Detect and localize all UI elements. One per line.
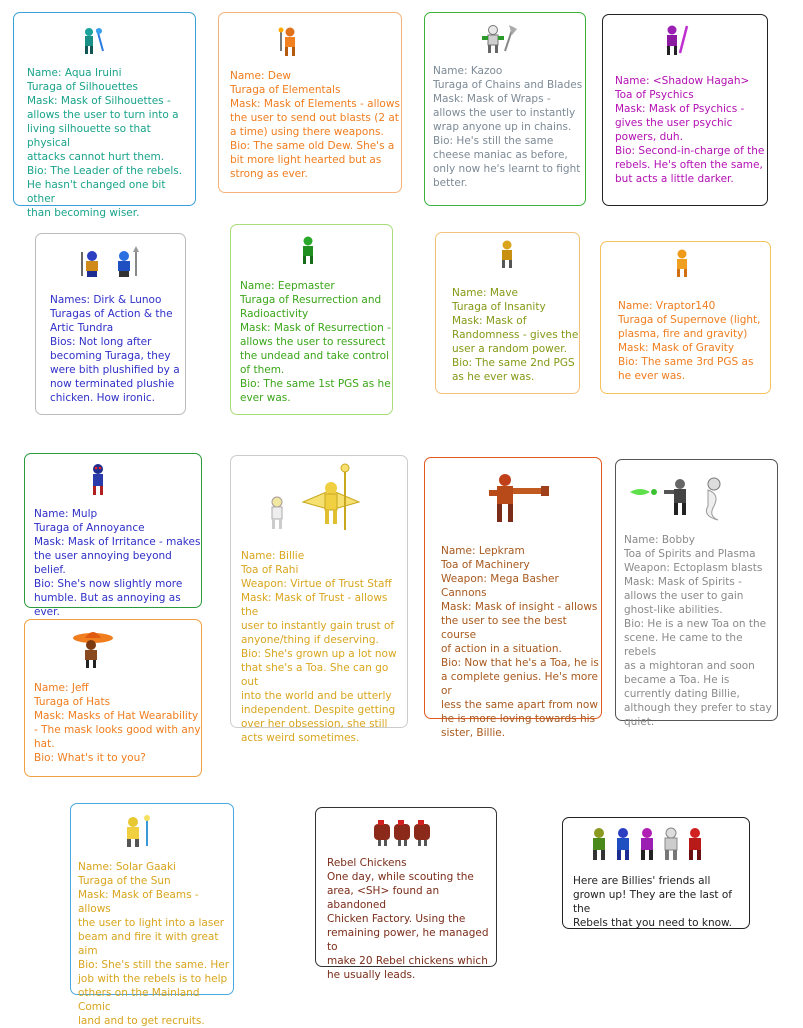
billies-friends-text: Here are Billies' friends all grown up! They are the last of the Rebels that you need to know.	[573, 875, 733, 929]
mulp-figure-icon	[85, 462, 111, 498]
mave-figure-icon	[494, 239, 520, 271]
dew-text: Name: Dew Turaga of Elementals Mask: Mask of Elements - allows the user to send out blasts (2 at a time) using there weapons. Bio: The same old Dew. She's a bit more light hearted but as strong as ever.	[230, 70, 400, 180]
solar-gaaki-figure-icon	[121, 814, 155, 850]
mave-text: Name: Mave Turaga of Insanity Mask: Mask of Randomness - gives the user a random power. Bio: The same 2nd PGS as he ever was.	[452, 287, 579, 383]
card-lepkram	[424, 457, 602, 739]
mulp-text: Name: Mulp Turaga of Annoyance Mask: Mask of Irritance - makes the user annoying beyond belief. Bio: She's now slightly more humble. But as annoying as ever.	[34, 508, 201, 618]
billie-text: Name: Billie Toa of Rahi Weapon: Virtue of Trust Staff Mask: Mask of Trust - allows the user to instantly gain trust of anyone/thing if deserving. Bio: She's grown up a lot now that she's a Toa. She can go out into the world and be utterly independent. Despite getting over her obsession, she still acts weird sometimes.	[241, 550, 397, 744]
card-billie	[230, 455, 408, 744]
card-kazoo	[424, 12, 586, 206]
card-shadow-hagah	[602, 14, 768, 206]
dirk-lunoo-figures-icon	[78, 246, 144, 280]
card-mave	[435, 232, 580, 394]
card-vraptor140	[600, 241, 771, 394]
aqua-iruini-figure-icon	[77, 25, 109, 57]
card-eepmaster	[230, 224, 393, 415]
bobby-text: Name: Bobby Toa of Spirits and Plasma Weapon: Ectoplasm blasts Mask: Mask of Spirits - allows the user to gain ghost-like abilities. Bio: He is a new Toa on the scene. He came to the rebels as a mightoran and soon became a Toa. He is currently dating Billie, although they prefer to stay quiet.	[624, 534, 772, 728]
card-aqua-iruini	[13, 12, 196, 219]
card-rebel-chickens	[315, 807, 497, 981]
card-jeff	[24, 619, 202, 777]
card-bobby	[615, 459, 778, 728]
card-dirk-lunoo	[35, 233, 186, 415]
lepkram-figure-icon	[485, 470, 553, 526]
rebel-chickens-icon	[372, 816, 436, 848]
lepkram-text: Name: Lepkram Toa of Machinery Weapon: Mega Basher Cannons Mask: Mask of insight - allows the user to see the best course of action in a situation. Bio: Now that he's a Toa, he is a complete genius. He's more or less the same apart from now he is more loving towards his sister, Billie.	[441, 545, 599, 739]
vraptor140-text: Name: Vraptor140 Turaga of Supernove (light, plasma, fire and gravity) Mask: Mask of Gravity Bio: The same 3rd PGS as he ever was.	[618, 300, 761, 382]
card-dew	[218, 12, 402, 193]
eepmaster-figure-icon	[295, 235, 321, 267]
card-billies-friends	[562, 817, 750, 929]
kazoo-figure-icon	[479, 23, 519, 57]
solar-gaaki-text: Name: Solar Gaaki Turaga of the Sun Mask: Mask of Beams - allows the user to light into a laser beam and fire it with great aim Bio: She's still the same. Her job with the rebels is to help others on the Mainland Comic land and to get recruits.	[78, 861, 230, 1027]
card-solar-gaaki	[70, 803, 234, 1027]
rebel-chickens-text: Rebel Chickens One day, while scouting the area, <SH> found an abandoned Chicken Factory. Using the remaining power, he managed to make 20 Rebel chickens which he usually leads.	[327, 857, 489, 981]
friends-figures-icon	[589, 826, 709, 864]
card-mulp	[24, 453, 202, 618]
billie-figures-icon	[263, 462, 375, 534]
dirk-lunoo-text: Names: Dirk & Lunoo Turagas of Action & the Artic Tundra Bios: Not long after becoming Turaga, they were bith plushified by a now terminated plushie chicken. How ironic.	[50, 294, 180, 404]
jeff-figure-icon	[71, 626, 115, 670]
eepmaster-text: Name: Eepmaster Turaga of Resurrection and Radioactivity Mask: Mask of Resurrection - allows the user to ressurect the undead and take control of them. Bio: The same 1st PGS as he ever was.	[240, 280, 391, 404]
kazoo-text: Name: Kazoo Turaga of Chains and Blades Mask: Mask of Wraps - allows the user to instantly wrap anyone up in chains. Bio: He's still the same cheese maniac as before, only now he's learnt to fight better.	[433, 65, 583, 189]
dew-figure-icon	[275, 25, 307, 59]
jeff-text: Name: Jeff Turaga of Hats Mask: Masks of Hat Wearability - The mask looks good with any hat. Bio: What's it to you?	[34, 682, 201, 764]
bobby-figures-icon	[628, 472, 738, 524]
shadow-hagah-text: Name: <Shadow Hagah> Toa of Psychics Mask: Mask of Psychics - gives the user psychic powers, duh. Bio: Second-in-charge of the rebels. He's often the same, but acts a little darker.	[615, 75, 765, 185]
aqua-iruini-text: Name: Aqua Iruini Turaga of Silhouettes Mask: Mask of Silhouettes - allows the user to turn into a living silhouette so that physical attacks cannot hurt them. Bio: The Leader of the rebels. He hasn't changed one bit other than becoming wiser.	[27, 67, 183, 219]
vraptor140-figure-icon	[669, 248, 695, 280]
shadow-hagah-figure-icon	[658, 23, 692, 59]
